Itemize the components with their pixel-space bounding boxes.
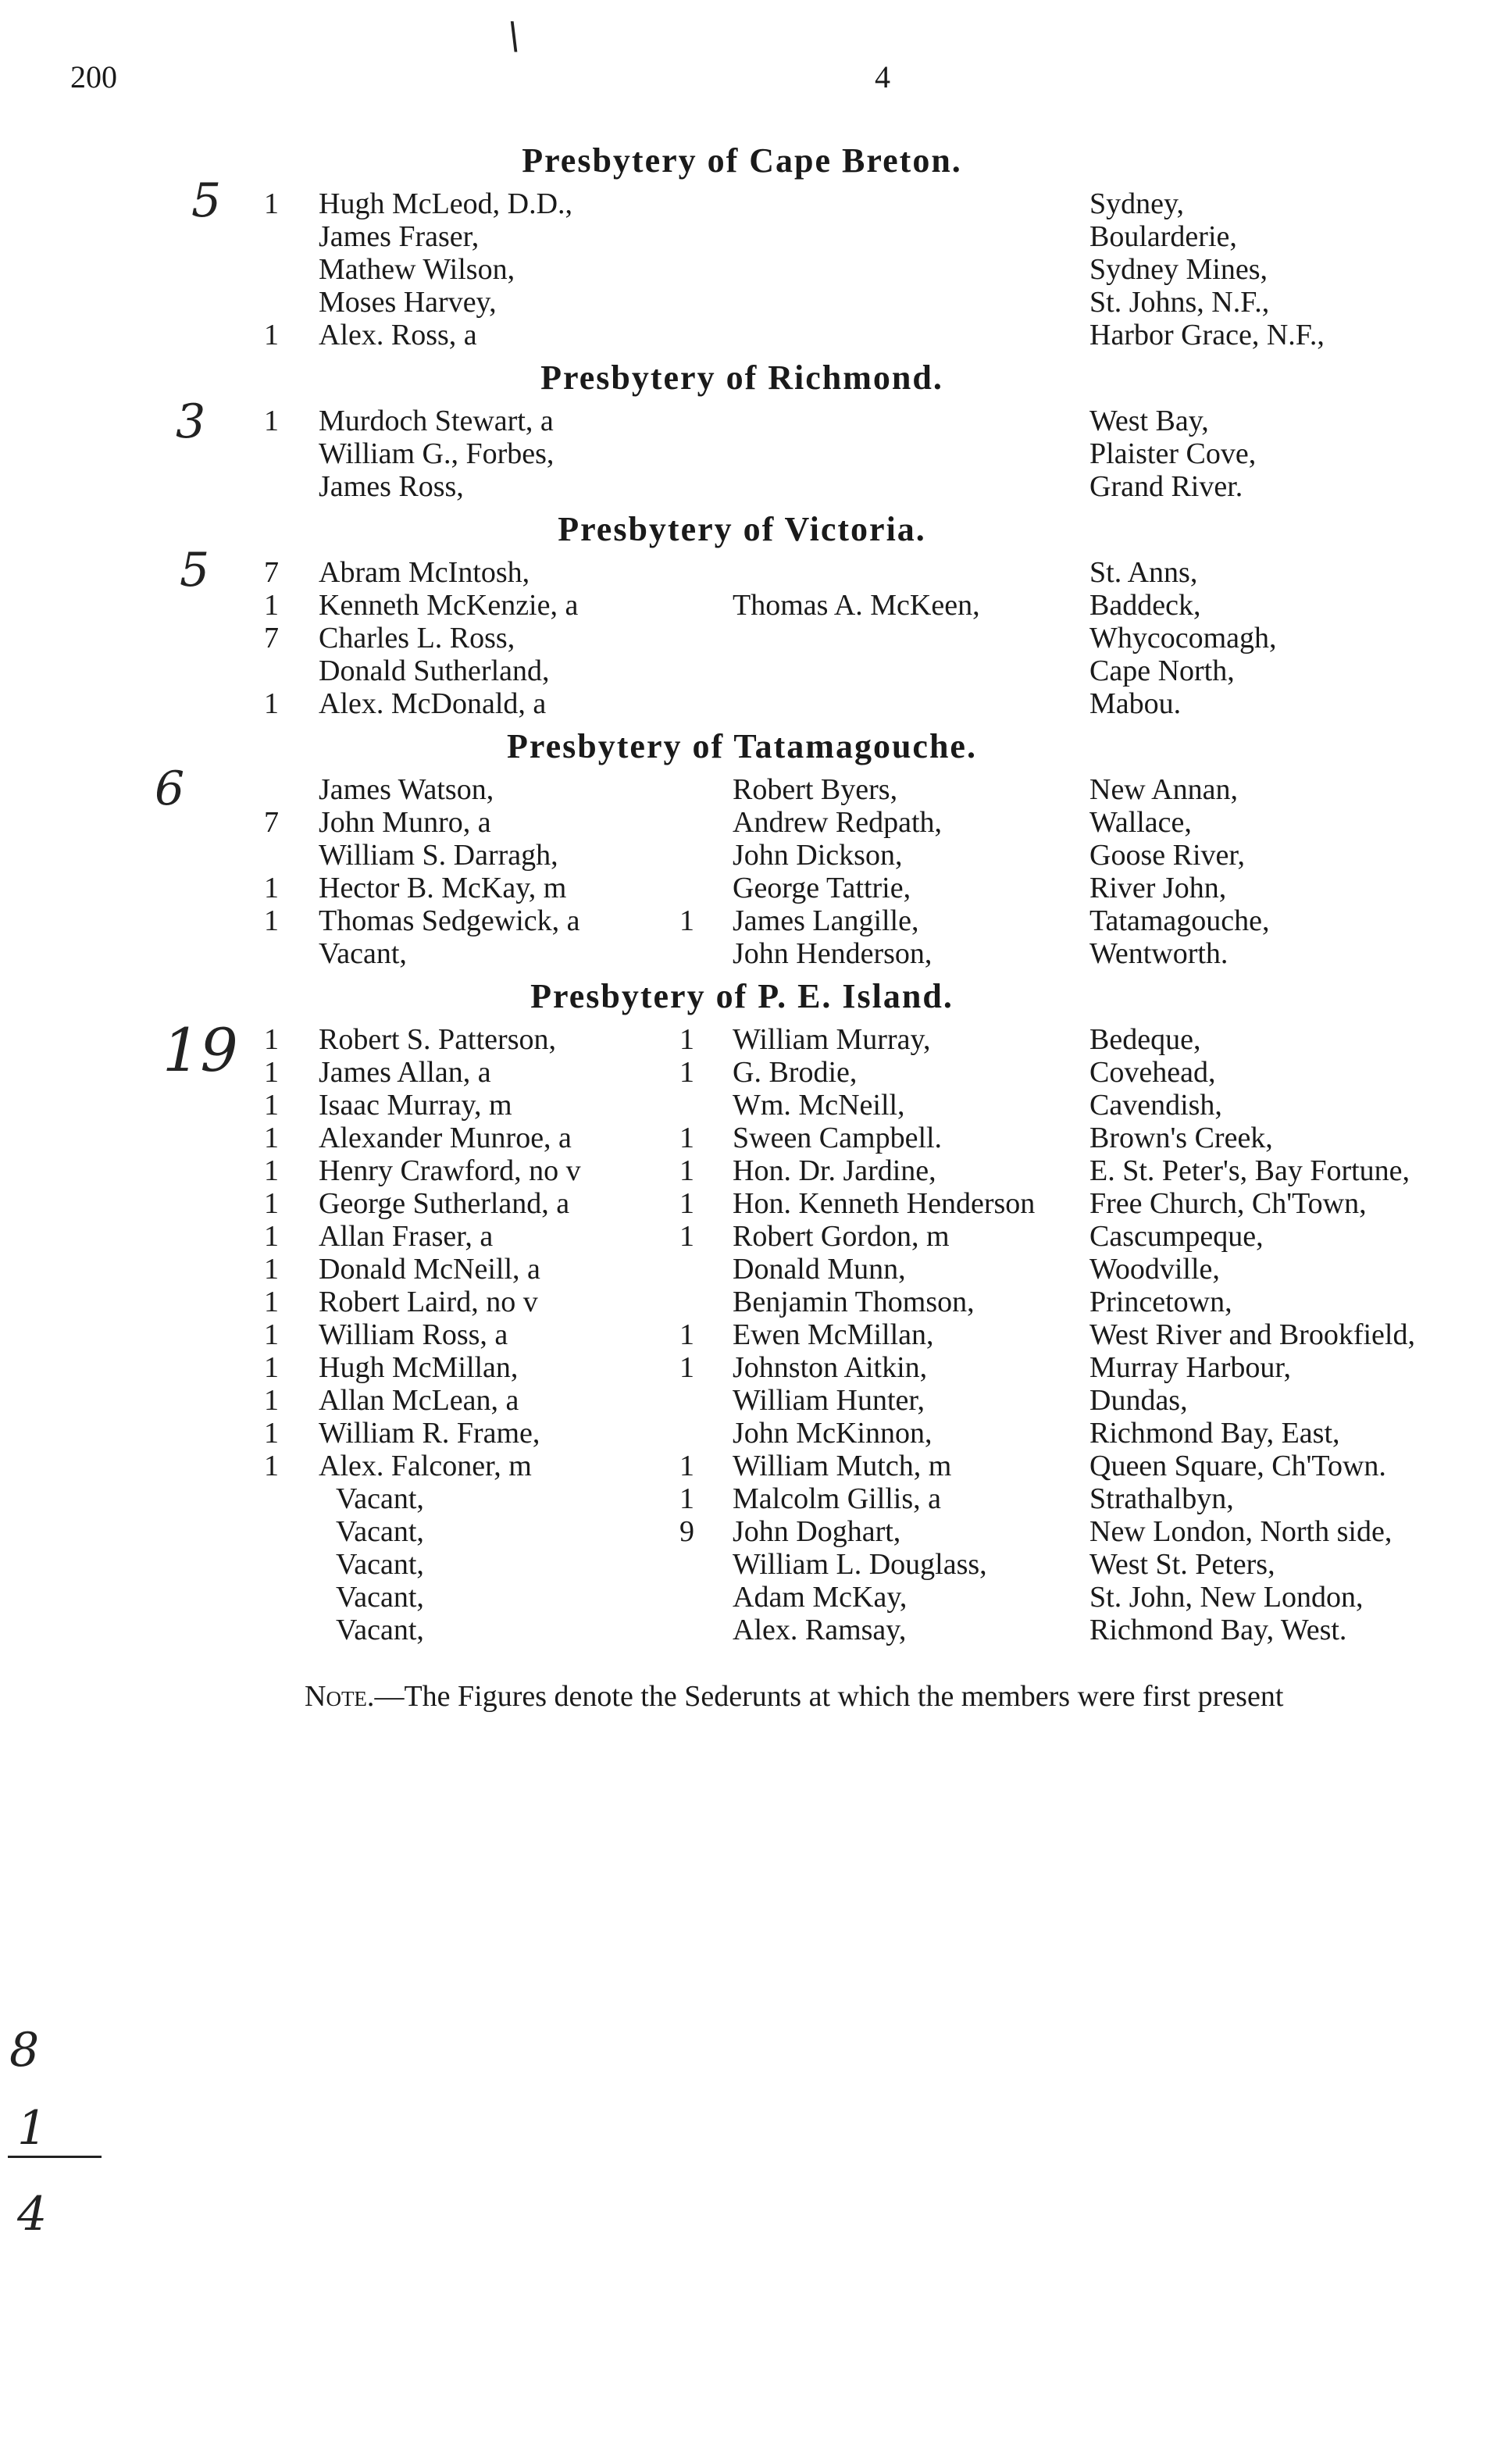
congregation: St. John, New London, [1089,1581,1364,1614]
congregation: Cascumpeque, [1089,1220,1264,1253]
elder-name: Sween Campbell. [733,1122,943,1154]
sederunt-number: 1 [264,1318,279,1351]
congregation: Boularderie, [1089,220,1237,253]
congregation: Goose River, [1089,839,1245,872]
congregation: New Annan, [1089,773,1238,806]
elder-sederunt: 1 [679,1351,694,1384]
congregation: Sydney Mines, [1089,253,1268,286]
margin-tally-richmond: 3 [176,394,206,449]
minister-name: James Watson, [319,773,494,806]
section-heading-tatamagouche: Presbytery of Tatamagouche. [507,727,977,765]
minister-name: James Fraser, [319,220,480,253]
sederunt-number: 1 [264,319,279,351]
elder-sederunt: 1 [679,1482,694,1515]
sederunt-number: 1 [264,872,279,904]
margin-bottom-8: 8 [9,2023,40,2078]
congregation: Strathalbyn, [1089,1482,1234,1515]
elder-name: Donald Munn, [733,1253,906,1286]
minister-name: Abram McIntosh, [319,556,530,589]
congregation: Wallace, [1089,806,1192,839]
congregation: Princetown, [1089,1286,1232,1318]
congregation: New London, North side, [1089,1515,1393,1548]
elder-name: Benjamin Thomson, [733,1286,975,1318]
elder-name: William L. Douglass, [733,1548,987,1581]
elder-name: Malcolm Gillis, a [733,1482,942,1515]
minister-name: Vacant, [336,1515,424,1548]
congregation: Woodville, [1089,1253,1220,1286]
minister-name: William S. Darragh, [319,839,558,872]
section-heading-victoria: Presbytery of Victoria. [558,510,926,548]
congregation: Plaister Cove, [1089,437,1257,470]
congregation: West Bay, [1089,405,1209,437]
minister-name: Henry Crawford, no v [319,1154,581,1187]
elder-name: Thomas A. McKeen, [733,589,980,622]
congregation: Tatamagouche, [1089,904,1270,937]
congregation: Brown's Creek, [1089,1122,1273,1154]
sederunt-number: 1 [264,1023,279,1056]
footnote-lead: Note. [305,1680,375,1713]
elder-sederunt: 1 [679,1056,694,1089]
minister-name: Vacant, [336,1548,424,1581]
minister-name: Charles L. Ross, [319,622,515,655]
minister-name: Thomas Sedgewick, a [319,904,580,937]
minister-name: Hugh McLeod, D.D., [319,187,573,220]
congregation: River John, [1089,872,1227,904]
minister-name: Hugh McMillan, [319,1351,519,1384]
minister-name: Robert Laird, no v [319,1286,538,1318]
elder-name: Hon. Kenneth Henderson [733,1187,1036,1220]
sederunt-number: 7 [264,806,279,839]
sederunt-number: 1 [264,1450,279,1482]
minister-name: Alex. McDonald, a [319,687,547,720]
minister-name: Isaac Murray, m [319,1089,512,1122]
margin-top-mark: \ [508,14,521,58]
sederunt-number: 1 [264,1384,279,1417]
congregation: Richmond Bay, East, [1089,1417,1340,1450]
elder-name: John Henderson, [733,937,933,970]
minister-name: Vacant, [336,1614,424,1646]
elder-sederunt: 1 [679,1220,694,1253]
congregation: E. St. Peter's, Bay Fortune, [1089,1154,1410,1187]
minister-name: Alex. Falconer, m [319,1450,532,1482]
elder-sederunt: 1 [679,1023,694,1056]
sederunt-number: 1 [264,1187,279,1220]
elder-sederunt: 1 [679,1154,694,1187]
congregation: St. Johns, N.F., [1089,286,1270,319]
congregation: Sydney, [1089,187,1185,220]
congregation: West River and Brookfield, [1089,1318,1415,1351]
footnote-text: —The Figures denote the Sederunts at which the members were first present [374,1680,1284,1713]
minister-name: Donald McNeill, a [319,1253,540,1286]
congregation: Richmond Bay, West. [1089,1614,1347,1646]
elder-name: Ewen McMillan, [733,1318,934,1351]
congregation: Dundas, [1089,1384,1188,1417]
elder-name: William Murray, [733,1023,931,1056]
congregation: West St. Peters, [1089,1548,1275,1581]
elder-sederunt: 9 [679,1515,694,1548]
sederunt-number: 7 [264,556,279,589]
minister-name: Mathew Wilson, [319,253,515,286]
minister-name: Robert S. Patterson, [319,1023,556,1056]
elder-name: Robert Gordon, m [733,1220,950,1253]
sederunt-number: 1 [264,1253,279,1286]
elder-name: Andrew Redpath, [733,806,943,839]
elder-name: Alex. Ramsay, [733,1614,907,1646]
section-heading-cape-breton: Presbytery of Cape Breton. [522,141,962,180]
elder-name: James Langille, [733,904,919,937]
minister-name: Hector B. McKay, m [319,872,567,904]
elder-sederunt: 1 [679,1187,694,1220]
minister-name: Allan Fraser, a [319,1220,494,1253]
elder-name: Adam McKay, [733,1581,908,1614]
sederunt-number: 1 [264,405,279,437]
margin-tally-cape-breton: 5 [191,173,222,228]
elder-name: William Mutch, m [733,1450,952,1482]
sederunt-number: 1 [264,1056,279,1089]
elder-name: Robert Byers, [733,773,898,806]
sederunt-number: 1 [264,1122,279,1154]
sederunt-number: 1 [264,1417,279,1450]
elder-sederunt: 1 [679,904,694,937]
minister-name: William Ross, a [319,1318,508,1351]
minister-name: Vacant, [336,1581,424,1614]
congregation: Murray Harbour, [1089,1351,1292,1384]
congregation: Grand River. [1089,470,1243,503]
congregation: Mabou. [1089,687,1182,720]
elder-name: Hon. Dr. Jardine, [733,1154,936,1187]
sederunt-number: 1 [264,1220,279,1253]
elder-sederunt: 1 [679,1318,694,1351]
minister-name: Donald Sutherland, [319,655,550,687]
sederunt-number: 1 [264,1089,279,1122]
minister-name: William R. Frame, [319,1417,540,1450]
elder-name: George Tattrie, [733,872,911,904]
section-heading-richmond: Presbytery of Richmond. [540,358,943,397]
footnote [305,1679,1283,1714]
minister-name: Vacant, [319,937,407,970]
minister-name: Vacant, [336,1482,424,1515]
congregation: St. Anns, [1089,556,1198,589]
congregation: Whycocomagh, [1089,622,1277,655]
minister-name: William G., Forbes, [319,437,555,470]
minister-name: James Ross, [319,470,464,503]
elder-name: Wm. McNeill, [733,1089,905,1122]
sederunt-number: 1 [264,589,279,622]
congregation: Covehead, [1089,1056,1216,1089]
congregation: Cape North, [1089,655,1235,687]
elder-sederunt: 1 [679,1450,694,1482]
margin-bottom-1: 1 [17,2101,48,2156]
congregation: Harbor Grace, N.F., [1089,319,1325,351]
minister-name: Kenneth McKenzie, a [319,589,579,622]
sederunt-number: 7 [264,622,279,655]
sederunt-number: 1 [264,1351,279,1384]
elder-name: John McKinnon, [733,1417,933,1450]
sederunt-number: 1 [264,187,279,220]
elder-name: G. Brodie, [733,1056,858,1089]
elder-name: Johnston Aitkin, [733,1351,928,1384]
margin-tally-victoria: 5 [180,543,210,597]
margin-tally-pe-island: 19 [162,1015,238,1085]
congregation: Cavendish, [1089,1089,1222,1122]
minister-name: George Sutherland, a [319,1187,570,1220]
elder-name: John Dickson, [733,839,903,872]
margin-rule [8,2156,102,2158]
sederunt-number: 1 [264,1286,279,1318]
sederunt-number: 1 [264,904,279,937]
sederunt-number: 1 [264,1154,279,1187]
congregation: Queen Square, Ch'Town. [1089,1450,1386,1482]
congregation: Free Church, Ch'Town, [1089,1187,1367,1220]
minister-name: James Allan, a [319,1056,491,1089]
minister-name: Alex. Ross, a [319,319,477,351]
minister-name: Allan McLean, a [319,1384,519,1417]
margin-bottom-4: 4 [17,2187,48,2242]
congregation: Baddeck, [1089,589,1201,622]
congregation: Bedeque, [1089,1023,1201,1056]
minister-name: Murdoch Stewart, a [319,405,554,437]
minister-name: Moses Harvey, [319,286,497,319]
elder-sederunt: 1 [679,1122,694,1154]
elder-name: John Doghart, [733,1515,901,1548]
minister-name: John Munro, a [319,806,491,839]
page-number: 4 [875,59,890,95]
folio-number: 200 [70,59,117,95]
margin-tally-tatamagouche: 6 [155,762,185,816]
section-heading-pe-island: Presbytery of P. E. Island. [530,977,954,1015]
sederunt-number: 1 [264,687,279,720]
minister-name: Alexander Munroe, a [319,1122,572,1154]
congregation: Wentworth. [1089,937,1228,970]
elder-name: William Hunter, [733,1384,925,1417]
